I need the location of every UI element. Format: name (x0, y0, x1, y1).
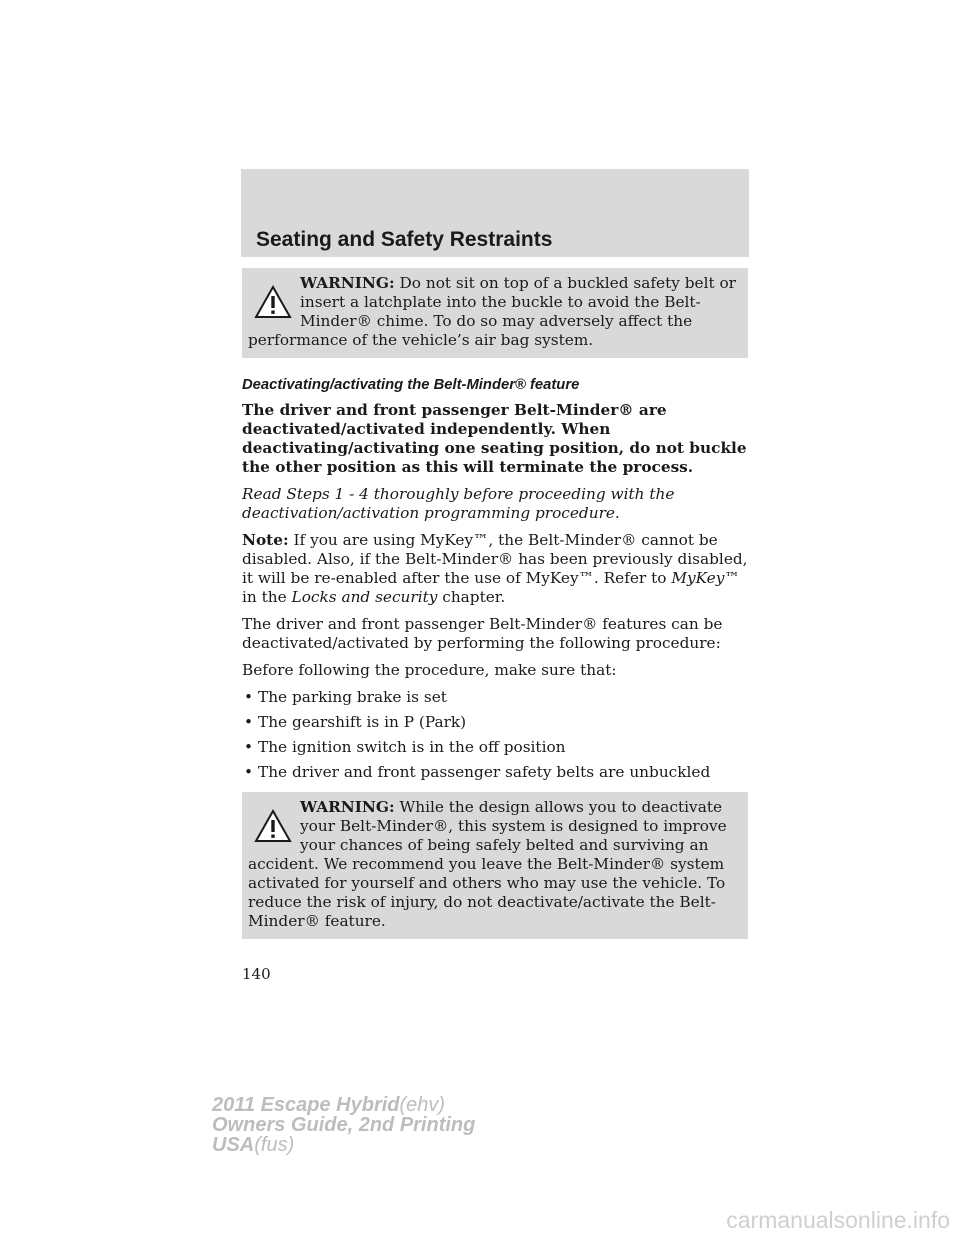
list-item (242, 738, 748, 757)
page-number: 140 (242, 965, 271, 983)
list-item-text: The ignition switch is in the off position (258, 738, 566, 756)
note-paragraph (242, 531, 748, 607)
footer-edition (212, 1095, 475, 1155)
page-title: Seating and Safety Restraints (256, 228, 553, 251)
footer-region-code: (fus) (254, 1134, 295, 1156)
footer-line (212, 1135, 475, 1155)
footer-region: USA (212, 1134, 255, 1156)
warning-label: WARNING: (300, 274, 395, 292)
list-item-text: The parking brake is set (258, 688, 447, 706)
note-after: chapter. (437, 588, 506, 606)
footer-model: 2011 Escape Hybrid (212, 1094, 400, 1116)
footer-line (212, 1095, 475, 1115)
body-paragraph: Before following the procedure, make sure that: (242, 661, 617, 679)
section-heading: Deactivating/activating the Belt-Minder® feature (242, 377, 580, 393)
bullet-mark: • (244, 763, 254, 781)
note-label: Note: (242, 531, 289, 549)
warning-body: While the design allows you to deactivate your Belt-Minder®, this system is designed to improve your chances of being safely belted and surviving an accident. We recommend you leave the Belt-Minder® system activated for yourself and others who may use the vehicle. To reduce the risk of injury, do not deactivate/activate the Belt-Minder® feature. (248, 798, 727, 930)
bullet-mark: • (244, 688, 254, 706)
warning-box (242, 268, 748, 358)
bold-intro: The driver and front passenger Belt-Minder® are deactivated/activated independently. When deactivating/activating one seating position, do not buckle the other position as this will terminate the process. (242, 401, 747, 476)
italic-note: Read Steps 1 - 4 thoroughly before proceeding with the deactivation/activation programming procedure. (242, 485, 675, 522)
list-item-text: The gearshift is in P (Park) (258, 713, 467, 731)
footer-printing: Owners Guide, 2nd Printing (212, 1114, 476, 1136)
main-content (242, 268, 748, 939)
bullet-mark: • (244, 738, 254, 756)
warning-body: Do not sit on top of a buckled safety belt or insert a latchplate into the buckle to avoid the Belt-Minder® chime. To do so may adversely affect the performance of the vehicle’s air bag system. (248, 274, 736, 349)
warning-triangle-icon (254, 808, 292, 844)
note-ref-mykey: MyKey™ (671, 569, 740, 587)
warning-text (248, 798, 742, 931)
warning-label: WARNING: (300, 798, 395, 816)
list-item (242, 688, 748, 707)
list-item (242, 713, 748, 732)
header-band (241, 169, 749, 257)
bullet-mark: • (244, 713, 254, 731)
footer-model-code: (ehv) (399, 1094, 446, 1116)
bullet-list (242, 688, 748, 782)
watermark: carmanualsonline.info (726, 1207, 950, 1233)
body-paragraph: The driver and front passenger Belt-Minder® features can be deactivated/activated by performing the following procedure: (242, 615, 723, 652)
warning-text (248, 274, 742, 350)
note-ref-locks: Locks and security (291, 588, 438, 606)
note-mid: in the (242, 588, 292, 606)
warning-box (242, 792, 748, 939)
list-item (242, 763, 748, 782)
list-item-text: The driver and front passenger safety belts are unbuckled (258, 763, 711, 781)
warning-triangle-icon (254, 284, 292, 320)
note-text: If you are using MyKey™, the Belt-Minder® cannot be disabled. Also, if the Belt-Minder® has been previously disabled, it will be re-enabled after the use of MyKey™. Refer to (242, 531, 748, 587)
